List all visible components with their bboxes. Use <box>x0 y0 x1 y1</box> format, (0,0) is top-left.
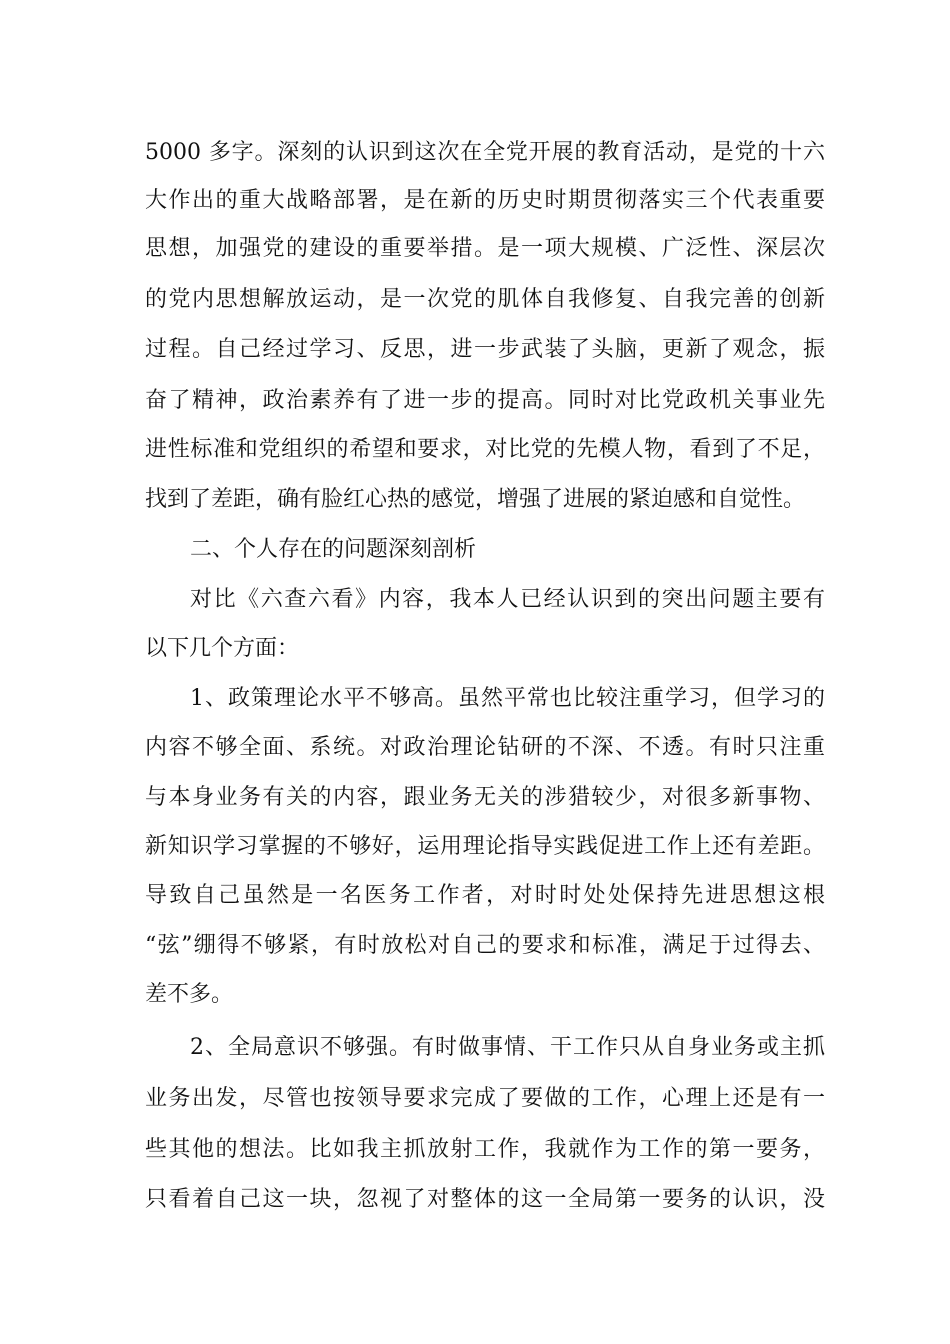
text-line: 差不多。 <box>145 982 234 1007</box>
text-line: 的党内思想解放运动，是一次党的肌体自我修复、自我完善的创新 <box>145 287 825 312</box>
text-line: “弦”绷得不够紧，有时放松对自己的要求和标准，满足于过得去、 <box>145 933 825 958</box>
section-heading: 二、个人存在的问题深刻剖析 <box>190 537 477 562</box>
text-line: 进性标准和党组织的希望和要求，对比党的先模人物，看到了不足， <box>145 437 825 462</box>
text-line: 思想，加强党的建设的重要举措。是一项大规模、广泛性、深层次 <box>145 236 825 261</box>
text-line: 5000 多字。深刻的认识到这次在全党开展的教育活动，是党的十六 <box>145 140 825 165</box>
text-line: 找到了差距，确有脸红心热的感觉，增强了进展的紧迫感和自觉性。 <box>145 487 806 512</box>
text-line: 对比《六查六看》内容，我本人已经认识到的突出问题主要有 <box>190 587 825 612</box>
text-line: 过程。自己经过学习、反思，进一步武装了头脑，更新了观念，振 <box>145 337 825 362</box>
text-line: 大作出的重大战略部署，是在新的历史时期贯彻落实三个代表重要 <box>145 188 825 213</box>
text-line: 奋了精神，政治素养有了进一步的提高。同时对比党政机关事业先 <box>145 388 825 413</box>
text-line: 1、政策理论水平不够高。虽然平常也比较注重学习，但学习的 <box>190 686 825 711</box>
text-line: 些其他的想法。比如我主抓放射工作，我就作为工作的第一要务， <box>145 1137 825 1162</box>
text-line: 新知识学习掌握的不够好，运用理论指导实践促进工作上还有差距。 <box>145 834 825 859</box>
text-line: 与本身业务有关的内容，跟业务无关的涉猎较少，对很多新事物、 <box>145 785 825 810</box>
text-line: 只看着自己这一块，忽视了对整体的这一全局第一要务的认识，没 <box>145 1187 825 1212</box>
text-line: 业务出发，尽管也按领导要求完成了要做的工作，心理上还是有一 <box>145 1086 825 1111</box>
text-line: 以下几个方面： <box>145 636 300 661</box>
text-line: 导致自己虽然是一名医务工作者，对时时处处保持先进思想这根 <box>145 883 825 908</box>
text-line: 2、全局意识不够强。有时做事情、干工作只从自身业务或主抓 <box>190 1035 825 1060</box>
text-line: 内容不够全面、系统。对政治理论钻研的不深、不透。有时只注重 <box>145 735 825 760</box>
